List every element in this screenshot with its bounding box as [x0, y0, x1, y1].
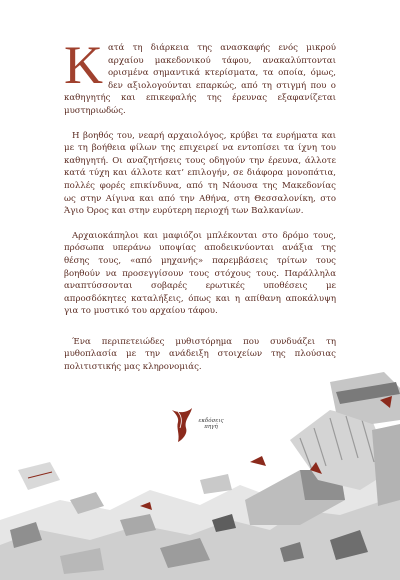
blurb-paragraph-2: Η βοηθός του, νεαρή αρχαιολόγος, κρύβει τα ευρήματα και με τη βοήθεια φίλων της επιχειρεί να εντοπίσει τα ίχνη του καθηγητή. Οι αναζητήσεις τους οδηγούν την έρευνα, άλλοτε κατά τύχη και άλλοτε κατ’ επιλογήν, σε διάφορα μονοπάτια, πολλές φορές επικίνδυνα, από τη Νάουσα της Μακεδονίας ως στην Αίγινα και από την Αθήνα, στη Θεσσαλονίκη, στο Άγιο Όρος και στην ευρύτερη περιοχή των Βαλκανίων.	[64, 130, 336, 217]
publisher-line-2: πηγή	[204, 424, 218, 430]
drop-cap: Κ	[64, 35, 103, 95]
paragraph-1-text: ατά τη διάρκεια της ανασκαφής ενός μικρού αρχαίου μακεδονικού τάφου, ανακαλύπτονται ορισμένα σημαντικά κτερίσματα, τα οποία, όμως, δεν αξιολογούνται επαρκώς, από τη στιγμή που ο καθηγητής και επικεφαλής της έρευνας εξαφανίζεται μυστηριωδώς.	[64, 43, 336, 116]
blurb-paragraph-4: Ένα περιπετειώδες μυθιστόρημα που συνδυάζει τη μυθοπλασία με την ανάδειξη στοιχείων της πλούσιας πολιτιστικής μας κληρονομιάς.	[64, 336, 336, 373]
publisher-line-1: εκδόσεις	[198, 418, 224, 424]
blurb-paragraph-3: Αρχαιοκάπηλοι και μαφιόζοι μπλέκονται στο δρόμο τους, πρόσωπα υπεράνω υποψίας αποδεικνύονται ανάξια της θέσης τους, «από μηχανής» παρεμβάσεις τρίτων τους βοηθούν να προσεγγίσουν τους στόχους τους. Παράλληλα αναπτύσσονται σοβαρές ερωτικές υποθέσεις με απροσδόκητες καταλήξεις, όπως και η απίθανη αποκάλυψη για το μυστικό του αρχαίου τάφου.	[64, 230, 336, 317]
